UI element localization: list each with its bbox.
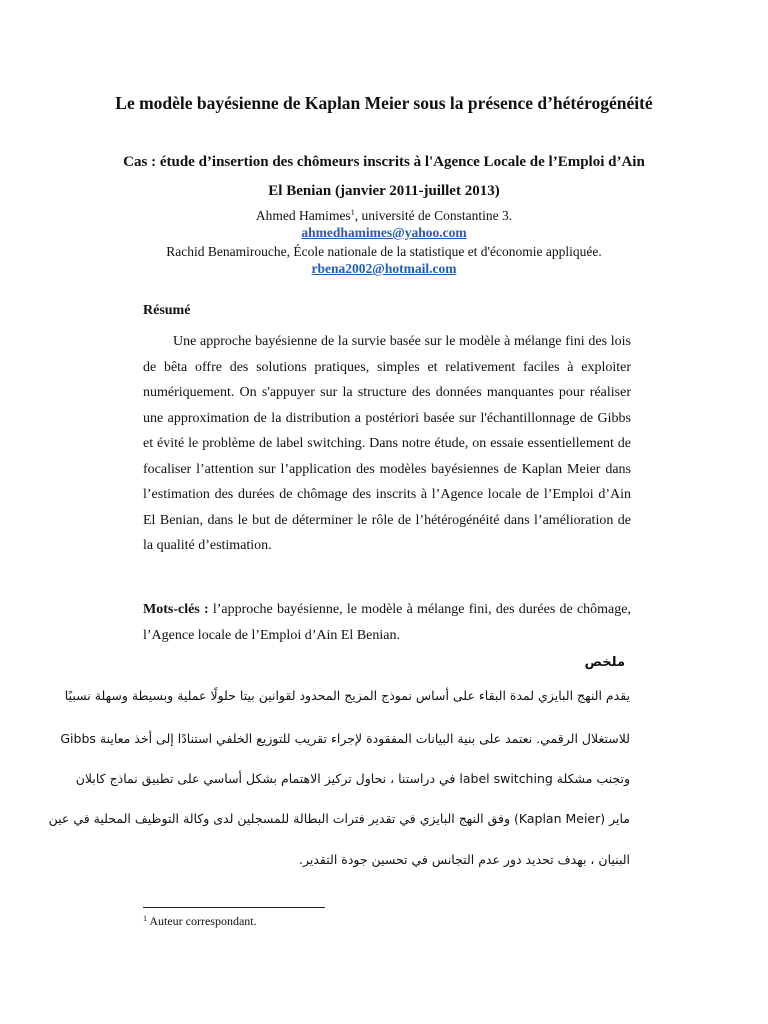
abstract-body <box>143 329 631 559</box>
arabic-abstract-line: للاستغلال الرقمي. نعتمد على بنية البيانات المفقودة لإجراء تقريب للتوزيع الخلفي استنادًا إلى أخذ معاينة Gibbs <box>60 731 630 746</box>
arabic-abstract-line: وتجنب مشكلة label switching في دراستنا ، نحاول تركيز الاهتمام بشكل أساسي على تطبيق نماذج كابلان <box>75 771 630 786</box>
arabic-abstract-line: يقدم النهج البايزي لمدة البقاء على أساس نموذج المزيج المحدود لقوانين بيتا حلولًا عملية وبسيطة وسهلة نسبيًا <box>64 688 630 703</box>
keywords-paragraph <box>143 597 631 649</box>
paper-subtitle: Cas : étude d’insertion des chômeurs inscrits à l'Agence Locale de l’Emploi d’Ain El Benian (janvier 2011-juillet 2013) <box>123 154 645 199</box>
keywords-label: Mots-clés : <box>143 602 209 617</box>
author-2 <box>100 244 668 260</box>
paper-title: Le modèle bayésienne de Kaplan Meier sous la présence d’hétérogénéité <box>115 93 653 113</box>
author-2-affiliation: , École nationale de la statistique et d'économie appliquée. <box>286 244 602 259</box>
author-1-affiliation: , université de Constantine 3. <box>354 208 513 223</box>
footnote-mark: 1 <box>143 914 147 923</box>
footnote-text: Auteur correspondant. <box>147 914 257 928</box>
author-1-name: Ahmed Hamimes <box>255 208 351 223</box>
author-1-email-link[interactable]: ahmedhamimes@yahoo.com <box>301 225 467 240</box>
resume-heading: Résumé <box>143 303 191 318</box>
arabic-abstract-line: ماير (Kaplan Meier) وفق النهج البايزي في تقدير فترات البطالة للمسجلين لدى وكالة التوظيف المحلية في عين <box>48 811 630 826</box>
footnote <box>143 914 257 929</box>
footnote-divider <box>143 907 325 908</box>
keywords-text: l’approche bayésienne, le modèle à mélange fini, des durées de chômage, l’Agence locale de l’Emploi d’Ain El Benian. <box>143 602 631 643</box>
author-2-name: Rachid Benamirouche <box>166 244 287 259</box>
author-1 <box>100 208 668 224</box>
arabic-abstract-heading: ملخص <box>584 655 625 670</box>
author-2-email-link[interactable]: rbena2002@hotmail.com <box>311 261 457 276</box>
author-1-footnote-mark: 1 <box>350 208 355 217</box>
arabic-abstract-line: البنيان ، بهدف تحديد دور عدم التجانس في تحسين جودة التقدير. <box>299 852 630 867</box>
abstract-text: Une approche bayésienne de la survie basée sur le modèle à mélange fini des lois de bêta offre des solutions pratiques, simples et relativement faciles à exploiter numériquement. On s'appuyer sur la structure des données manquantes pour réaliser une approximation de la distribution a postériori basée sur l'échantillonnage de Gibbs et évité le problème de label switching. Dans notre étude, on essaie essentiellement de focaliser l’attention sur l’application des modèles bayésiennes de Kaplan Meier dans l’estimation des durées de chômage des inscrits à l’Agence locale de l’Emploi d’Ain El Benian, dans le but de déterminer le rôle de l’hétérogénéité dans l’amélioration de la qualité d’estimation. <box>143 334 631 553</box>
